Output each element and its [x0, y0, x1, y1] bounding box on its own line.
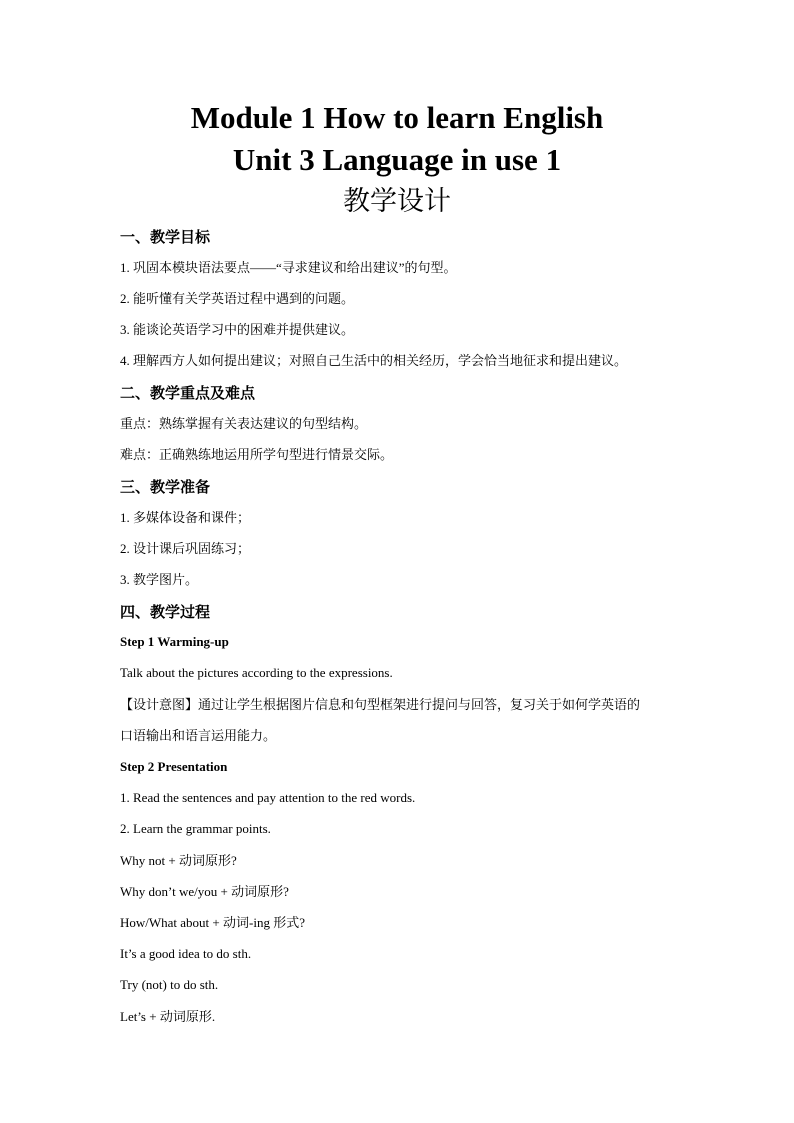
step2-item: Try (not) to do sth.: [120, 977, 219, 992]
step2-item: How/What about + 动词-ing 形式?: [120, 915, 305, 930]
step1-title: Step 1 Warming-up: [120, 634, 229, 649]
section3-item: 1. 多媒体设备和课件；: [120, 510, 251, 525]
step1-intent-line2: 口语输出和语言运用能力。: [120, 728, 277, 743]
section2-item: 重点：熟练掌握有关表达建议的句型结构。: [120, 416, 368, 431]
step1-text: Talk about the pictures according to the expressions.: [120, 665, 393, 680]
section4-heading: 四、教学过程: [120, 603, 211, 621]
title-line-1: Module 1 How to learn English: [190, 100, 604, 135]
section2-item: 难点：正确熟练地运用所学句型进行情景交际。: [120, 447, 394, 462]
step2-item: It’s a good idea to do sth.: [120, 946, 252, 961]
section1-item: 3. 能谈论英语学习中的困难并提供建议。: [120, 322, 355, 337]
step2-item: Why not + 动词原形?: [120, 853, 237, 868]
section2-heading: 二、教学重点及难点: [120, 384, 256, 402]
section3-item: 3. 教学图片。: [120, 572, 199, 587]
step1-intent-line1: 【设计意图】通过让学生根据图片信息和句型框架进行提问与回答，复习关于如何学英语的: [120, 697, 641, 712]
title-line-2: Unit 3 Language in use 1: [232, 142, 562, 177]
step2-item: 2. Learn the grammar points.: [120, 821, 271, 836]
step2-item: Why don’t we/you + 动词原形?: [120, 884, 289, 899]
section3-item: 2. 设计课后巩固练习；: [120, 541, 251, 556]
section3-heading: 三、教学准备: [120, 478, 211, 496]
section1-item: 1. 巩固本模块语法要点——“寻求建议和给出建议”的句型。: [120, 260, 457, 275]
title-line-3: 教学设计: [343, 186, 451, 217]
section1-item: 2. 能听懂有关学英语过程中遇到的问题。: [120, 291, 355, 306]
step2-item: Let’s + 动词原形.: [120, 1009, 216, 1024]
step2-title: Step 2 Presentation: [120, 759, 228, 774]
step2-item: 1. Read the sentences and pay attention to the red words.: [120, 790, 416, 805]
section1-item: 4. 理解西方人如何提出建议；对照自己生活中的相关经历，学会恰当地征求和提出建议。: [120, 353, 628, 368]
section1-heading: 一、教学目标: [120, 228, 211, 246]
